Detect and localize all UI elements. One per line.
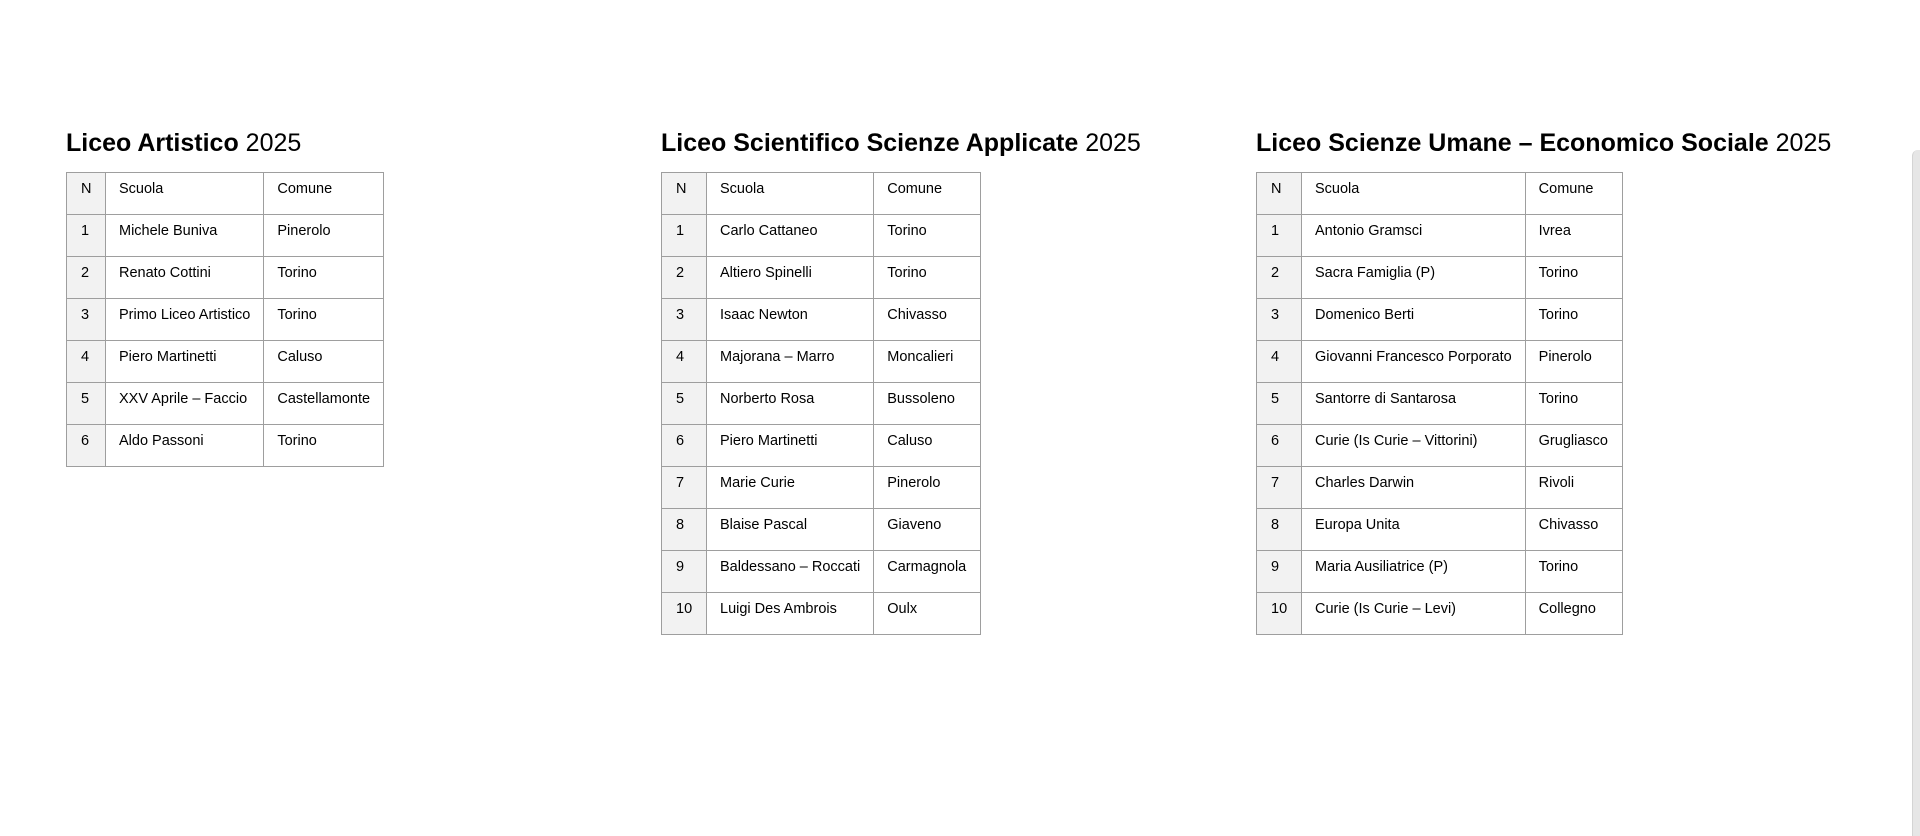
rank-cell: 5 [67, 383, 106, 425]
rank-cell: 8 [1257, 509, 1302, 551]
table-row [67, 215, 384, 257]
school-cell: Europa Unita [1302, 509, 1526, 551]
rank-cell: 5 [662, 383, 707, 425]
table-row [662, 383, 981, 425]
header-n: N [67, 173, 106, 215]
town-cell: Grugliasco [1525, 425, 1622, 467]
table-row [662, 425, 981, 467]
scrollbar[interactable] [1912, 150, 1920, 836]
ranking-table [66, 172, 384, 467]
table-row [1257, 425, 1623, 467]
table-row [662, 551, 981, 593]
rank-cell: 6 [67, 425, 106, 467]
rank-cell: 2 [662, 257, 707, 299]
rank-cell: 10 [1257, 593, 1302, 635]
town-cell: Torino [264, 299, 384, 341]
rank-cell: 8 [662, 509, 707, 551]
table-row [67, 257, 384, 299]
school-cell: Carlo Cattaneo [707, 215, 874, 257]
school-cell: Piero Martinetti [707, 425, 874, 467]
title-main: Liceo Artistico [66, 129, 239, 157]
school-cell: Norberto Rosa [707, 383, 874, 425]
school-cell: Aldo Passoni [106, 425, 264, 467]
title-year: 2025 [245, 129, 302, 157]
rank-cell: 5 [1257, 383, 1302, 425]
rank-cell: 7 [1257, 467, 1302, 509]
rank-cell: 3 [662, 299, 707, 341]
panel-title [66, 126, 384, 160]
table-row [67, 299, 384, 341]
town-cell: Torino [874, 257, 981, 299]
town-cell: Giaveno [874, 509, 981, 551]
table-row [67, 341, 384, 383]
town-cell: Bussoleno [874, 383, 981, 425]
header-school: Scuola [106, 173, 264, 215]
title-main: Liceo Scientifico Scienze Applicate [661, 129, 1079, 157]
rank-cell: 9 [1257, 551, 1302, 593]
school-cell: Majorana – Marro [707, 341, 874, 383]
title-year: 2025 [1775, 129, 1832, 157]
town-cell: Torino [264, 425, 384, 467]
town-cell: Torino [1525, 551, 1622, 593]
school-cell: Santorre di Santarosa [1302, 383, 1526, 425]
rank-cell: 1 [662, 215, 707, 257]
town-cell: Torino [874, 215, 981, 257]
table-row [662, 257, 981, 299]
school-cell: Maria Ausiliatrice (P) [1302, 551, 1526, 593]
header-town: Comune [1525, 173, 1622, 215]
school-cell: Sacra Famiglia (P) [1302, 257, 1526, 299]
school-cell: Baldessano – Roccati [707, 551, 874, 593]
table-row [1257, 341, 1623, 383]
school-cell: Renato Cottini [106, 257, 264, 299]
table-row [67, 383, 384, 425]
rank-cell: 6 [1257, 425, 1302, 467]
rank-cell: 3 [1257, 299, 1302, 341]
town-cell: Torino [1525, 257, 1622, 299]
table-row [662, 299, 981, 341]
table-row [1257, 215, 1623, 257]
town-cell: Castellamonte [264, 383, 384, 425]
table-row [1257, 509, 1623, 551]
town-cell: Caluso [264, 341, 384, 383]
rank-cell: 1 [1257, 215, 1302, 257]
table-row [662, 341, 981, 383]
table-row [662, 593, 981, 635]
table-row [662, 467, 981, 509]
table-row [1257, 593, 1623, 635]
school-cell: Charles Darwin [1302, 467, 1526, 509]
rank-cell: 9 [662, 551, 707, 593]
rank-cell: 1 [67, 215, 106, 257]
town-cell: Chivasso [874, 299, 981, 341]
ranking-table [661, 172, 981, 635]
rank-cell: 4 [1257, 341, 1302, 383]
town-cell: Oulx [874, 593, 981, 635]
table-header-row [67, 173, 384, 215]
town-cell: Caluso [874, 425, 981, 467]
header-town: Comune [874, 173, 981, 215]
title-main: Liceo Scienze Umane – Economico Sociale [1256, 129, 1769, 157]
panel-title [1256, 126, 1831, 160]
town-cell: Torino [1525, 299, 1622, 341]
title-year: 2025 [1085, 129, 1141, 157]
school-cell: Michele Buniva [106, 215, 264, 257]
rank-cell: 10 [662, 593, 707, 635]
town-cell: Ivrea [1525, 215, 1622, 257]
header-school: Scuola [707, 173, 874, 215]
rank-cell: 3 [67, 299, 106, 341]
town-cell: Collegno [1525, 593, 1622, 635]
town-cell: Rivoli [1525, 467, 1622, 509]
table-row [1257, 551, 1623, 593]
town-cell: Chivasso [1525, 509, 1622, 551]
town-cell: Pinerolo [874, 467, 981, 509]
town-cell: Torino [264, 257, 384, 299]
school-cell: Luigi Des Ambrois [707, 593, 874, 635]
header-town: Comune [264, 173, 384, 215]
school-cell: Curie (Is Curie – Levi) [1302, 593, 1526, 635]
town-cell: Pinerolo [1525, 341, 1622, 383]
school-cell: Isaac Newton [707, 299, 874, 341]
ranking-panel-scienze-umane [1256, 126, 1831, 635]
school-cell: Curie (Is Curie – Vittorini) [1302, 425, 1526, 467]
school-cell: Piero Martinetti [106, 341, 264, 383]
table-row [662, 509, 981, 551]
table-row [67, 425, 384, 467]
rank-cell: 2 [1257, 257, 1302, 299]
ranking-table [1256, 172, 1623, 635]
school-cell: Altiero Spinelli [707, 257, 874, 299]
school-cell: Domenico Berti [1302, 299, 1526, 341]
town-cell: Moncalieri [874, 341, 981, 383]
rank-cell: 2 [67, 257, 106, 299]
town-cell: Carmagnola [874, 551, 981, 593]
header-n: N [1257, 173, 1302, 215]
school-cell: Marie Curie [707, 467, 874, 509]
school-cell: Blaise Pascal [707, 509, 874, 551]
header-n: N [662, 173, 707, 215]
school-cell: XXV Aprile – Faccio [106, 383, 264, 425]
rank-cell: 7 [662, 467, 707, 509]
table-row [1257, 257, 1623, 299]
table-row [1257, 299, 1623, 341]
table-header-row [662, 173, 981, 215]
school-cell: Antonio Gramsci [1302, 215, 1526, 257]
town-cell: Pinerolo [264, 215, 384, 257]
rank-cell: 6 [662, 425, 707, 467]
header-school: Scuola [1302, 173, 1526, 215]
panel-title [661, 126, 1141, 160]
table-header-row [1257, 173, 1623, 215]
table-row [662, 215, 981, 257]
rank-cell: 4 [662, 341, 707, 383]
ranking-panel-artistico [66, 126, 384, 467]
town-cell: Torino [1525, 383, 1622, 425]
table-row [1257, 383, 1623, 425]
table-row [1257, 467, 1623, 509]
rank-cell: 4 [67, 341, 106, 383]
school-cell: Giovanni Francesco Porporato [1302, 341, 1526, 383]
ranking-panel-scientifico [661, 126, 1141, 635]
school-cell: Primo Liceo Artistico [106, 299, 264, 341]
